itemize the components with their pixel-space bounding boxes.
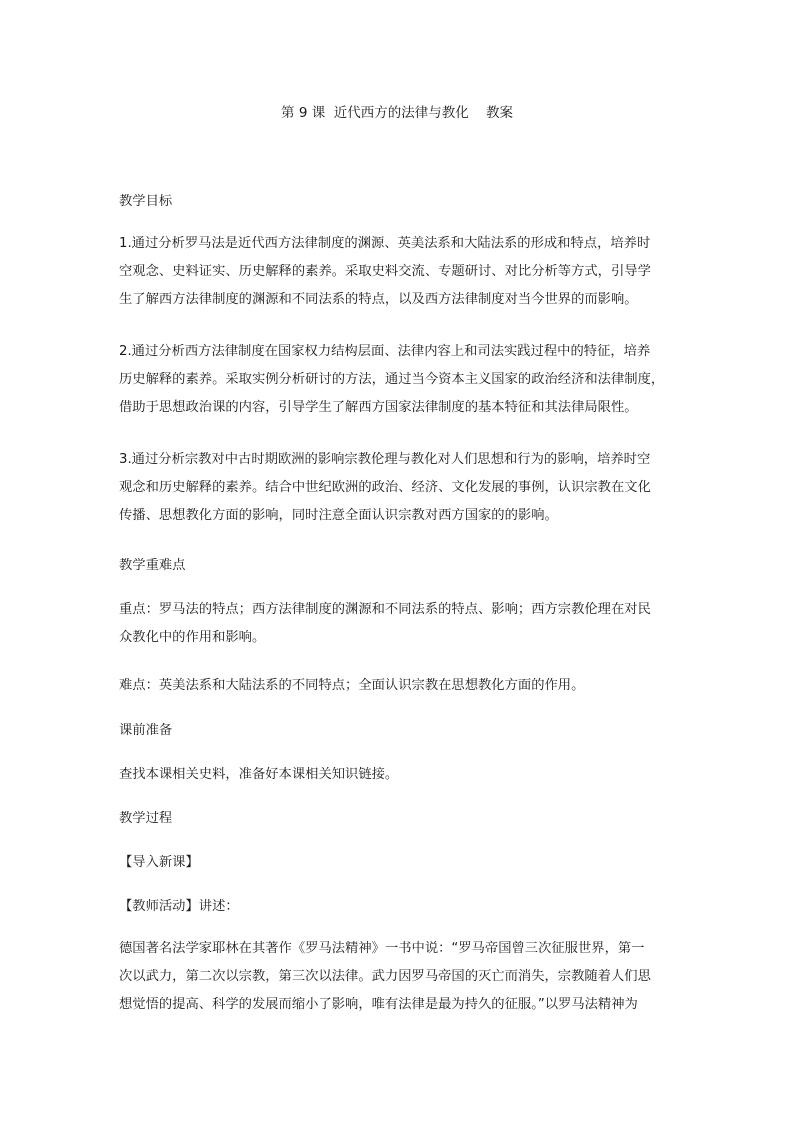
objectives-heading: 教学目标 — [119, 194, 173, 209]
quote-line: 想觉悟的提高、科学的发展而缩小了影响，唯有法律是最为持久的征服。”以罗马法精神为 — [119, 997, 638, 1012]
objective-1-paragraph — [119, 230, 679, 314]
key-points-line: 重点：罗马法的特点；西方法律制度的渊源和不同法系的特点、影响；西方宗教伦理在对民 — [119, 602, 651, 617]
process-heading: 教学过程 — [119, 811, 173, 826]
difficult-points-line: 难点：英美法系和大陆法系的不同特点；全面认识宗教在思想教化方面的作用。 — [119, 678, 585, 693]
key-points-heading: 教学重难点 — [119, 558, 186, 573]
objective-1-line: 1.通过分析罗马法是近代西方法律制度的渊源、英美法系和大陆法系的形成和特点，培养时 — [119, 236, 651, 251]
objective-2-line: 借助于思想政治课的内容，引导学生了解西方国家法律制度的基本特征和其法律局限性。 — [119, 400, 638, 415]
quote-paragraph — [119, 935, 679, 1019]
objective-1-line: 空观念、史料证实、历史解释的素养。采取史料交流、专题研讨、对比分析等方式，引导学 — [119, 264, 651, 279]
page-title: 第 9 课 近代西方的法律与教化 教案 — [281, 105, 513, 121]
preparation-heading: 课前准备 — [119, 723, 173, 738]
objective-3-line: 观念和历史解释的素养。结合中世纪欧洲的政治、经济、文化发展的事例，认识宗教在文化 — [119, 480, 651, 495]
preparation-paragraph — [119, 761, 679, 789]
key-points-line: 众教化中的作用和影响。 — [119, 630, 266, 645]
key-points-paragraph — [119, 596, 679, 652]
teacher-activity-label: 【教师活动】讲述： — [119, 899, 239, 914]
objective-2-paragraph — [119, 338, 679, 422]
intro-heading: 【导入新课】 — [119, 855, 199, 870]
preparation-line: 查找本课相关史料，准备好本课相关知识链接。 — [119, 767, 399, 782]
objective-3-line: 传播、思想教化方面的影响，同时注意全面认识宗教对西方国家的的影响。 — [119, 508, 558, 523]
objective-2-line: 2.通过分析西方法律制度在国家权力结构层面、法律内容上和司法实践过程中的特征，培养 — [119, 344, 651, 359]
objective-3-paragraph — [119, 446, 679, 530]
objective-1-line: 生了解西方法律制度的渊源和不同法系的特点，以及西方法律制度对当今世界的而影响。 — [119, 292, 638, 307]
quote-line: 德国著名法学家耶林在其著作《罗马法精神》一书中说：“罗马帝国曾三次征服世界，第一 — [119, 941, 645, 956]
objective-2-line: 历史解释的素养。采取实例分析研讨的方法，通过当今资本主义国家的政治经济和法律制度， — [119, 372, 665, 387]
objective-3-line: 3.通过分析宗教对中古时期欧洲的影响宗教伦理与教化对人们思想和行为的影响，培养时空 — [119, 452, 651, 467]
quote-line: 次以武力，第二次以宗教，第三次以法律。武力因罗马帝国的灭亡而消失，宗教随着人们思 — [119, 969, 651, 984]
difficult-points-paragraph — [119, 672, 679, 700]
